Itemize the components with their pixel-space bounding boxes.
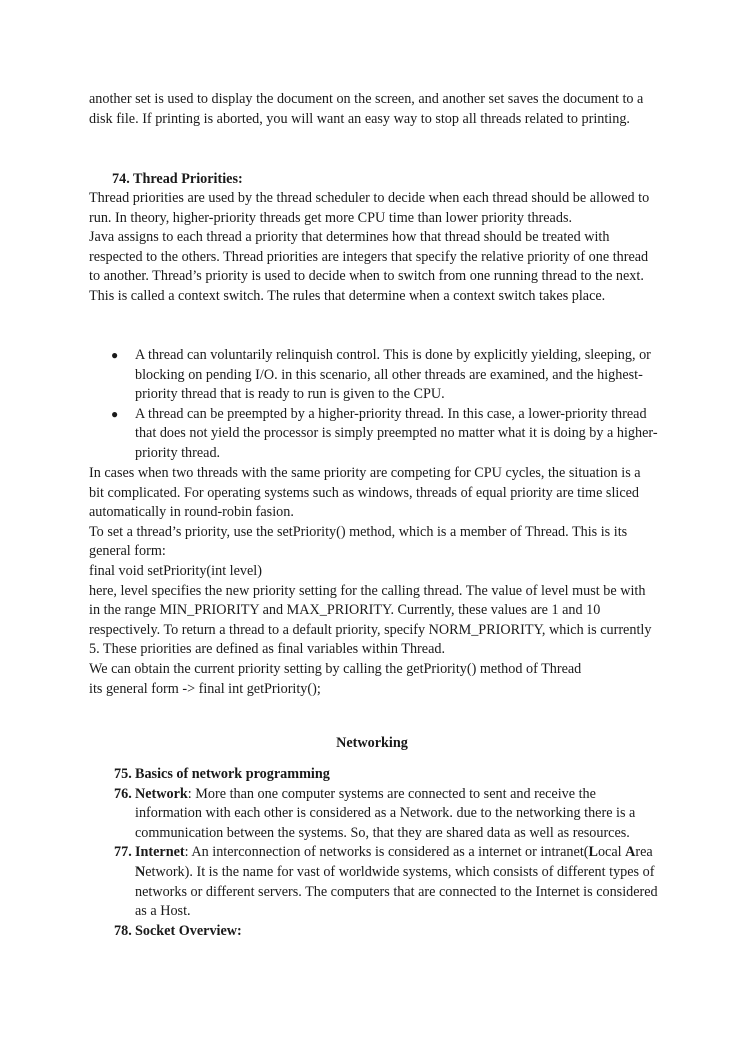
list-item xyxy=(89,843,659,921)
paragraph: We can obtain the current priority setting by calling the getPriority() method of Thread xyxy=(89,660,582,677)
paragraph: its general form -> final int getPriority(); xyxy=(89,680,321,697)
letter-N: N xyxy=(135,863,146,880)
list-item xyxy=(89,346,659,405)
list-item xyxy=(89,405,659,464)
item-text: ocal xyxy=(597,844,626,861)
paragraph: here, level specifies the new priority setting for the calling thread. The value of level must be with in the range MIN_PRIORITY and MAX_PRIORITY. Currently, these values are 1 and 10 respectively. To return a thread to a default priority, specify NORM_PRIORITY, which is currently 5. These priorities are defined as final variables within Thread. xyxy=(89,582,652,658)
networking-list xyxy=(89,765,659,941)
item-text: etwork). It is the name for vast of worldwide systems, which consists of different types of networks or different servers. The computers that are connected to the Internet is considered as a Host. xyxy=(135,863,658,920)
thread-priorities-body xyxy=(89,189,659,307)
bullet-text: A thread can voluntarily relinquish control. This is done by explicitly yielding, sleeping, or blocking on pending I/O. in this scenario, all other threads are examined, and the highest-priority thread that is ready to run is given to the CPU. xyxy=(135,347,651,403)
paragraph: To set a thread’s priority, use the setPriority() method, which is a member of Thread. This is its general form: xyxy=(89,523,628,560)
item-text: : An interconnection of networks is considered as a internet or intranet( xyxy=(184,844,589,861)
item-number: 76. xyxy=(114,785,132,802)
bullet-icon: ● xyxy=(111,348,119,362)
paragraph: In cases when two threads with the same priority are competing for CPU cycles, the situation is a bit complicated. For operating systems such as windows, threads of equal priority are time sliced automatically in round-robin fasion. xyxy=(89,465,641,521)
paragraph: Java assigns to each thread a priority that determines how that thread should be treated with respected to the others. Thread priorities are integers that specify the relative priority of one thread to another. Thread’s priority is used to decide when to switch from one running thread to the next. This is called a context switch. The rules that determine when a context switch takes place. xyxy=(89,229,649,304)
item-number: 75. xyxy=(114,766,132,782)
item-text: : More than one computer systems are connected to sent and receive the information with each other is considered as a Network. due to the networking there is a communication between the systems. So, that they are shared data as well as resources. xyxy=(135,785,636,841)
thread-priorities-heading-block xyxy=(112,170,652,190)
list-item xyxy=(89,785,659,844)
thread-priorities-body-continued xyxy=(89,464,659,699)
section-heading-thread-priorities: 74. Thread Priorities: xyxy=(112,171,243,187)
paragraph: Thread priorities are used by the thread scheduler to decide when each thread should be allowed to run. In theory, higher-priority threads get more CPU time than lower priority threads. xyxy=(89,190,650,226)
intro-paragraph: another set is used to display the document on the screen, and another set saves the document to a disk file. If printing is aborted, you will want an easy way to stop all threads related to printing. xyxy=(89,91,644,127)
item-number: 77. xyxy=(114,844,132,861)
letter-L: L xyxy=(588,844,598,861)
item-title: Network xyxy=(135,785,188,802)
list-item xyxy=(89,922,659,942)
item-title: Socket Overview: xyxy=(135,922,242,939)
section-title-networking: Networking xyxy=(336,735,408,751)
item-text: rea xyxy=(635,844,653,861)
intro-paragraph-block xyxy=(89,90,659,129)
item-number: 78. xyxy=(114,922,132,939)
item-title: Internet xyxy=(135,844,185,861)
bullet-list xyxy=(89,346,659,464)
letter-A: A xyxy=(625,844,636,861)
code-line: final void setPriority(int level) xyxy=(89,562,262,579)
list-item xyxy=(89,765,659,785)
bullet-text: A thread can be preempted by a higher-priority thread. In this case, a lower-priority thread that does not yield the processor is simply preempted no matter what it is doing by a higher-priority thread. xyxy=(135,405,658,461)
item-title: Basics of network programming xyxy=(135,766,330,782)
bullet-icon: ● xyxy=(111,406,119,421)
